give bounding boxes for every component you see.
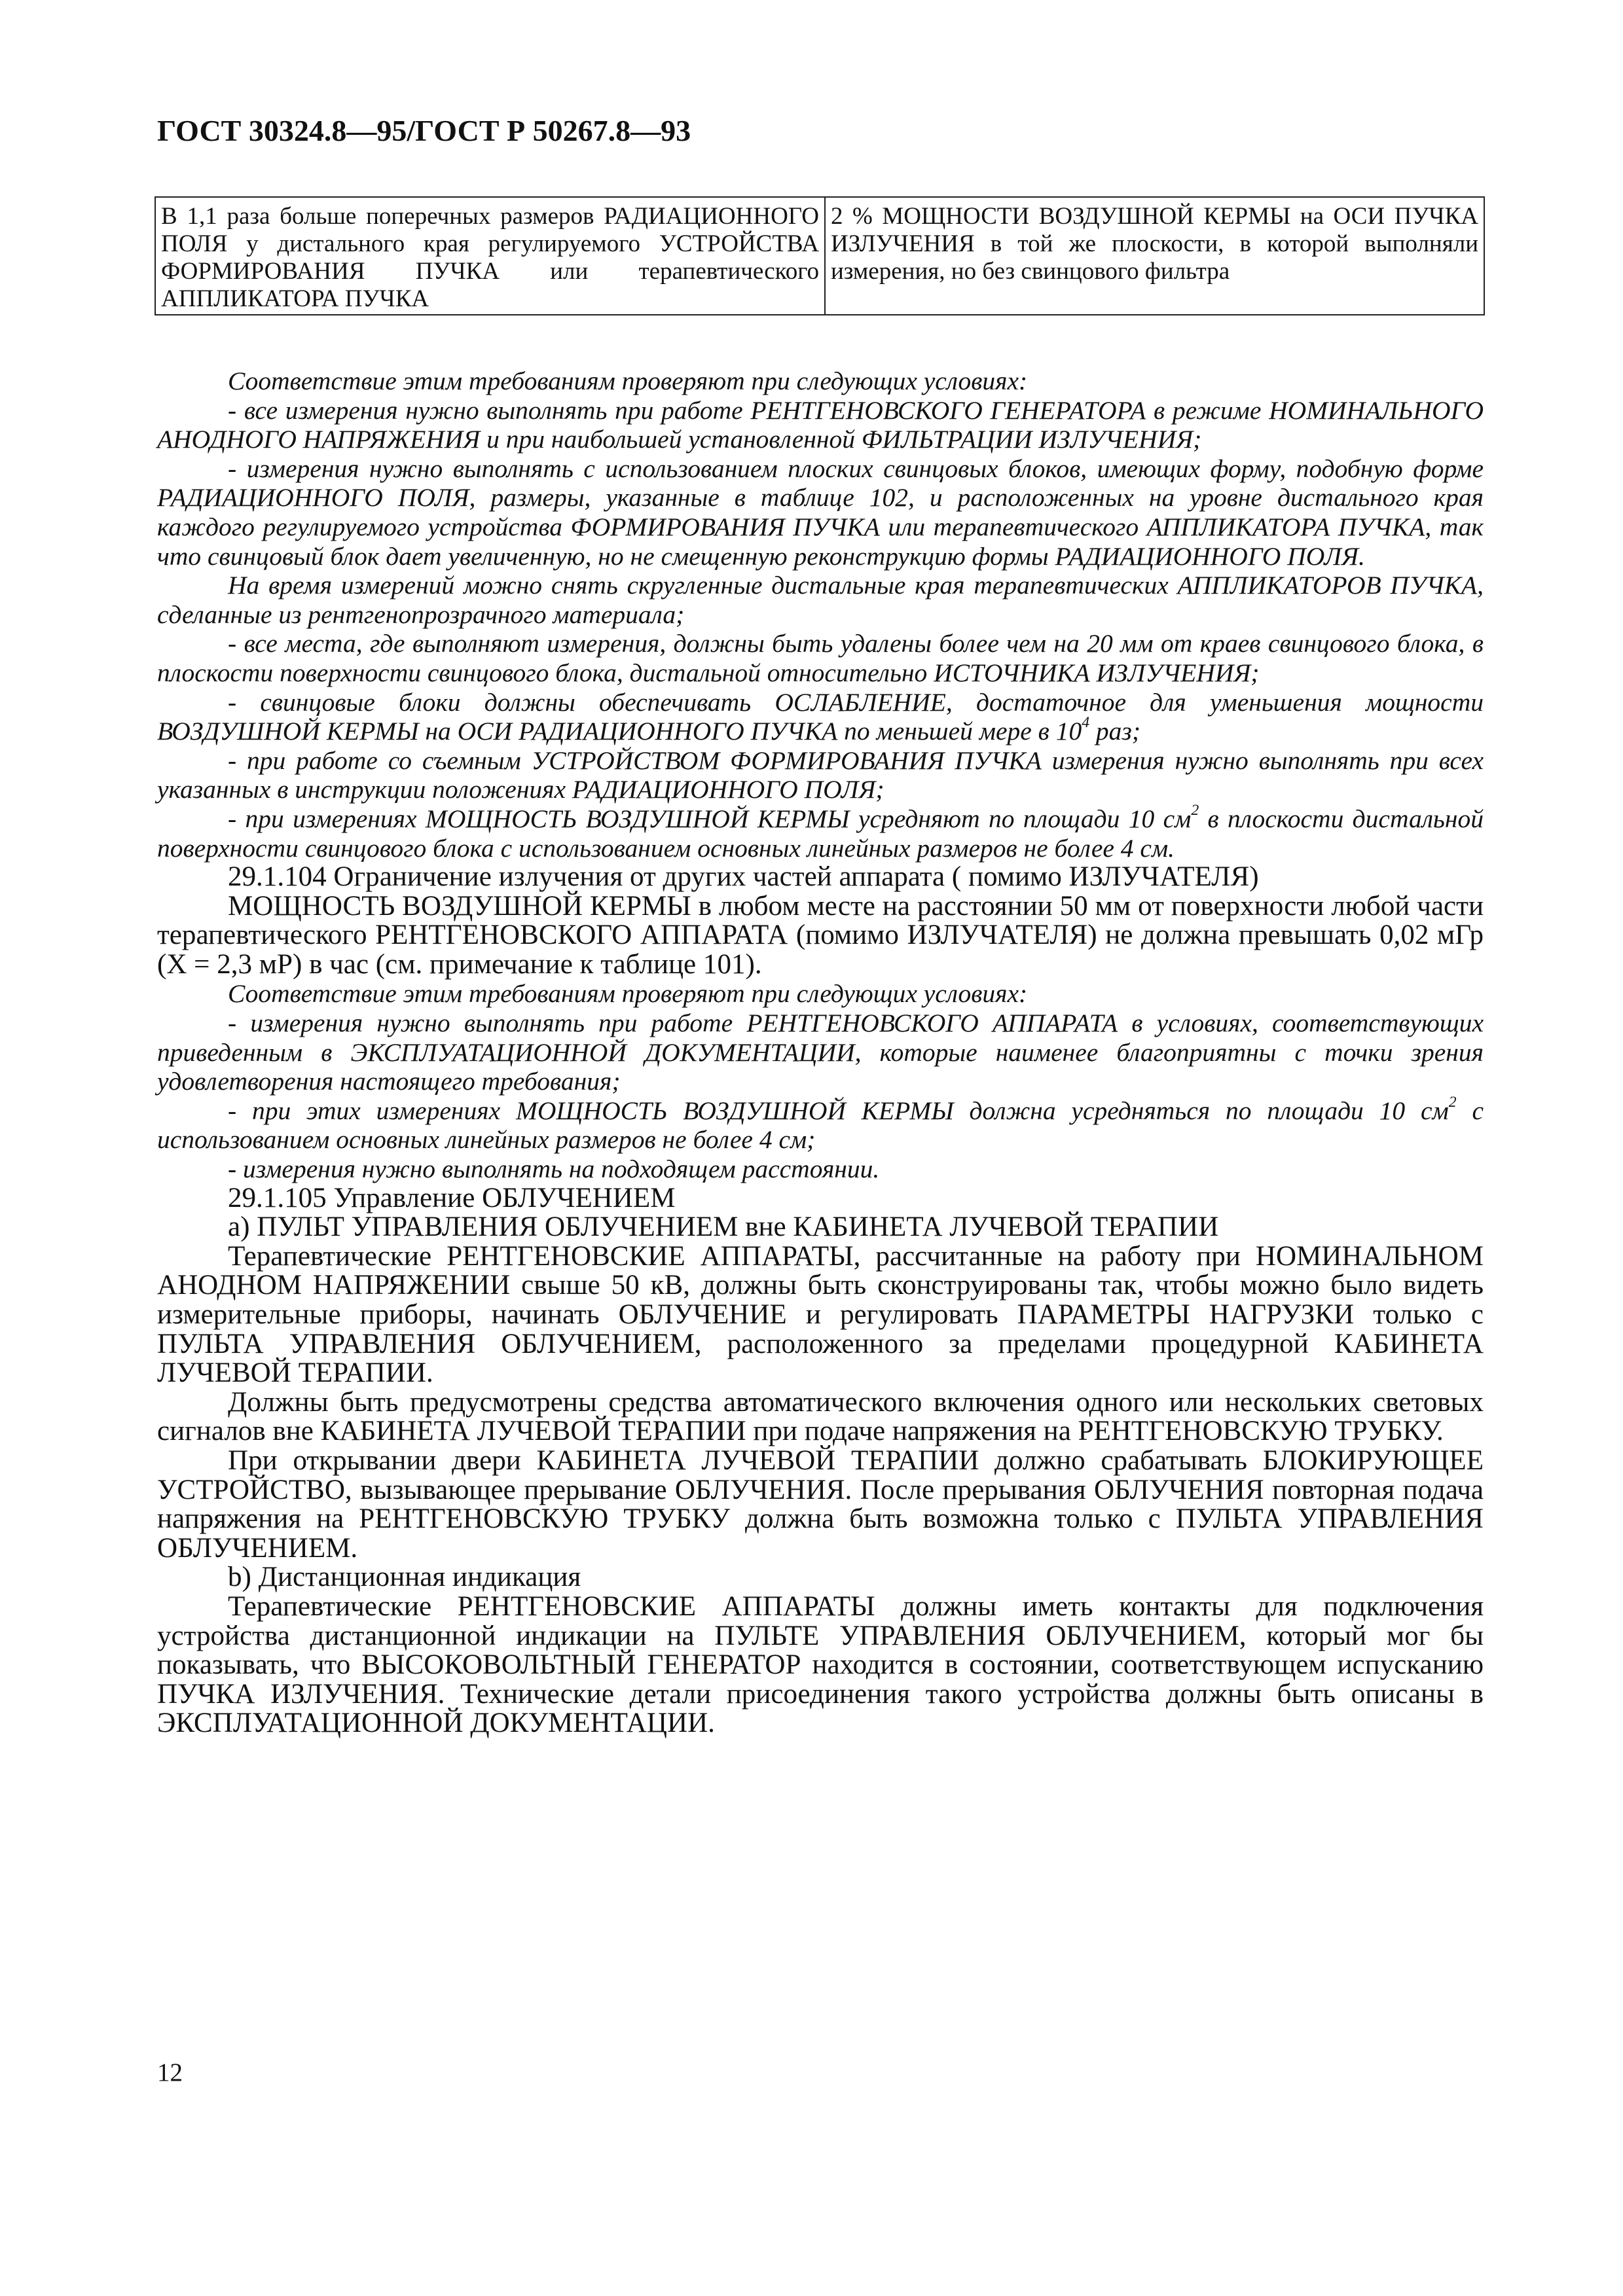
text-run: - при измерениях МОЩНОСТЬ ВОЗДУШНОЙ КЕРМЫ усредняют по площади 10 см xyxy=(228,804,1192,833)
subsection-heading-a: a) ПУЛЬТ УПРАВЛЕНИЯ ОБЛУЧЕНИЕМ вне КАБИНЕТА ЛУЧЕВОЙ ТЕРАПИИ xyxy=(228,1211,1219,1243)
superscript: 2 xyxy=(1191,801,1199,819)
text-run: - свинцовые блоки должны обеспечивать ОСЛАБЛЕНИЕ, достаточное для уменьшения мощности ВОЗДУШНОЙ КЕРМЫ на ОСИ РАДИАЦИОННОГО ПУЧКА по меньшей мере в 10 xyxy=(157,687,1484,746)
table-row xyxy=(155,197,1484,315)
paragraph-door-interlock: При открывании двери КАБИНЕТА ЛУЧЕВОЙ ТЕРАПИИ должно срабатывать БЛОКИРУЮЩЕЕ УСТРОЙСТВО, вызывающее прерывание ОБЛУЧЕНИЯ. После прерывания ОБЛУЧЕНИЯ повторная подача напряжения на РЕНТГЕНОВСКУЮ ТРУБКУ должна быть возможна только с ПУЛЬТА УПРАВЛЕНИЯ ОБЛУЧЕНИЕМ. xyxy=(157,1444,1484,1564)
paragraph-condition-operation: - измерения нужно выполнять при работе РЕНТГЕНОВСКОГО АППАРАТА в условиях, соответствующих приведенным в ЭКСПЛУАТАЦИОННОЙ ДОКУМЕНТАЦИИ, которые наименее благоприятны с точки зрения удовлетворения настоящего требования; xyxy=(157,1009,1484,1096)
paragraph-condition-attenuation xyxy=(157,688,1484,746)
paragraph-light-signals: Должны быть предусмотрены средства автоматического включения одного или нескольких световых сигналов вне КАБИНЕТА ЛУЧЕВОЙ ТЕРАПИИ при подаче напряжения на РЕНТГЕНОВСКУЮ ТРУБКУ. xyxy=(157,1386,1484,1447)
document-body xyxy=(157,367,1484,1738)
paragraph-condition-averaging xyxy=(157,801,1484,863)
paragraph-condition-distance: - все места, где выполняют измерения, должны быть удалены более чем на 20 мм от краев свинцового блока, в плоскости поверхности свинцового блока, дистальной относительно ИСТОЧНИКА ИЗЛУЧЕНИЯ; xyxy=(157,629,1484,687)
paragraph-kerma-limit: МОЩНОСТЬ ВОЗДУШНОЙ КЕРМЫ в любом месте на расстоянии 50 мм от поверхности любой части терапевтического РЕНТГЕНОВСКОГО АППАРАТА (помимо ИЗЛУЧАТЕЛЯ) не должна превышать 0,02 мГр (Х = 2,3 мР) в час (см. примечание к таблице 101). xyxy=(157,890,1484,980)
text-run: в плоскости дистальной поверхности свинцового блока с использованием основных линейных размеров не более 4 см. xyxy=(157,804,1484,863)
page-number: 12 xyxy=(157,2058,183,2087)
paragraph-condition-removable-device: - при работе со съемным УСТРОЙСТВОМ ФОРМИРОВАНИЯ ПУЧКА измерения нужно выполнять при всех указанных в инструкции положениях РАДИАЦИОННОГО ПОЛЯ; xyxy=(157,745,1484,804)
paragraph-compliance-intro: Соответствие этим требованиям проверяют при следующих условиях: xyxy=(228,367,1028,395)
table-cell-limit: 2 % МОЩНОСТИ ВОЗДУШНОЙ КЕРМЫ на ОСИ ПУЧКА ИЗЛУЧЕНИЯ в той же плоскости, в которой выполняли измерения, но без свинцового фильтра xyxy=(825,197,1484,315)
requirements-table xyxy=(155,196,1485,315)
paragraph-remote-indication: Терапевтические РЕНТГЕНОВСКИЕ АППАРАТЫ должны иметь контакты для подключения устройства дистанционной индикации на ПУЛЬТЕ УПРАВЛЕНИЯ ОБЛУЧЕНИЕМ, который мог бы показывать, что ВЫСОКОВОЛЬТНЫЙ ГЕНЕРАТОР находится в состоянии, соответствующем испусканию ПУЧКА ИЗЛУЧЕНИЯ. Технические детали присоединения такого устройства должны быть описаны в ЭКСПЛУАТАЦИОННОЙ ДОКУМЕНТАЦИИ. xyxy=(157,1590,1484,1739)
section-heading-29-1-104: 29.1.104 Ограничение излучения от других частей аппарата ( помимо ИЗЛУЧАТЕЛЯ) xyxy=(228,861,1259,893)
text-run: раз; xyxy=(1089,717,1140,746)
paragraph-condition-lead-blocks: - измерения нужно выполнять с использованием плоских свинцовых блоков, имеющих форму, подобную форме РАДИАЦИОННОГО ПОЛЯ, размеры, указанные в таблице 102, и расположенных на уровне дистального края каждого регулируемого устройства ФОРМИРОВАНИЯ ПУЧКА или терапевтического АППЛИКАТОРА ПУЧКА, так что свинцовый блок дает увеличенную, но не смещенную реконструкцию формы РАДИАЦИОННОГО ПОЛЯ. xyxy=(157,454,1484,571)
paragraph-condition-suitable-distance: - измерения нужно выполнять на подходящем расстоянии. xyxy=(228,1155,880,1184)
superscript: 4 xyxy=(1082,714,1090,732)
text-run: - при этих измерениях МОЩНОСТЬ ВОЗДУШНОЙ КЕРМЫ должна усредняться по площади 10 см xyxy=(228,1096,1449,1125)
superscript: 2 xyxy=(1448,1093,1457,1111)
paragraph-condition-averaging-2 xyxy=(157,1093,1484,1155)
paragraph-control-console: Терапевтические РЕНТГЕНОВСКИЕ АППАРАТЫ, рассчитанные на работу при НОМИНАЛЬНОМ АНОДНОМ НАПРЯЖЕНИИ свыше 50 кВ, должны быть сконструированы так, чтобы можно было видеть измерительные приборы, начинать ОБЛУЧЕНИЕ и регулировать ПАРАМЕТРЫ НАГРУЗКИ только с ПУЛЬТА УПРАВЛЕНИЯ ОБЛУЧЕНИЕМ, расположенного за пределами процедурной КАБИНЕТА ЛУЧЕВОЙ ТЕРАПИИ. xyxy=(157,1240,1484,1389)
subsection-heading-b: b) Дистанционная индикация xyxy=(228,1562,581,1593)
table-cell-dimension: В 1,1 раза больше поперечных размеров РАДИАЦИОННОГО ПОЛЯ у дистального края регулируемого УСТРОЙСТВА ФОРМИРОВАНИЯ ПУЧКА или терапевтического АППЛИКАТОРА ПУЧКА xyxy=(155,197,825,315)
text-run: с использованием основных линейных размеров не более 4 см; xyxy=(157,1096,1484,1155)
paragraph-compliance-intro-2: Соответствие этим требованиям проверяют при следующих условиях: xyxy=(228,979,1028,1009)
section-heading-29-1-105: 29.1.105 Управление ОБЛУЧЕНИЕМ xyxy=(228,1182,676,1213)
paragraph-condition-generator: - все измерения нужно выполнять при работе РЕНТГЕНОВСКОГО ГЕНЕРАТОРА в режиме НОМИНАЛЬНОГО АНОДНОГО НАПРЯЖЕНИЯ и при наибольшей установленной ФИЛЬТРАЦИИ ИЗЛУЧЕНИЯ; xyxy=(157,395,1484,454)
standard-header: ГОСТ 30324.8—95/ГОСТ Р 50267.8—93 xyxy=(157,114,691,147)
paragraph-applicator-edges: На время измерений можно снять скругленные дистальные края терапевтических АППЛИКАТОРОВ ПУЧКА, сделанные из рентгенопрозрачного материала; xyxy=(157,571,1484,629)
